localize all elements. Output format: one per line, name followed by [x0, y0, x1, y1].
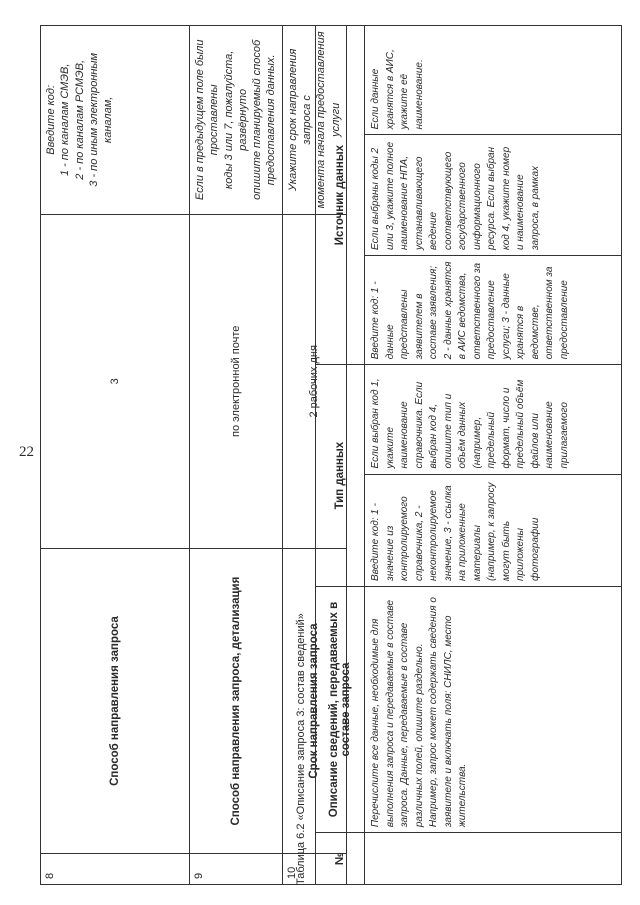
note-line: коды 3 или 7, пожалуйста, развёрнуто — [222, 50, 249, 189]
data-type-code-cell: Введите код: 1 - значение из контролируемого справочника, 2 - неконтролируемое значение, 3 - ссылка на приложенные материалы (например, к запросу могут быть приложены фотографии — [365, 474, 622, 586]
source-ais-cell: Если данные хранятся в АИС, укажите её наименование. — [365, 26, 622, 135]
source-code-cell: Введите код: 1 - данные представлены заявителем в составе заявления; 2 - данные хранятся в АИС ведомства, ответственного за предоставление услуги; 3 - данные хранятся в ведомстве, ответственном за предоставление — [365, 255, 622, 364]
table-row — [190, 26, 283, 885]
row-number: 9 — [190, 854, 283, 885]
data-type-detail-cell: Если выбран код 1, укажите наименование справочника. Если выбран код 4, опишите тип и объём данных (например, предельный формат, число и предельный объём файлов или наименование прилагаемого — [365, 365, 622, 474]
field-label: Способ направления запроса — [41, 548, 190, 853]
note-line: 1 - по каналам СМЭВ, — [59, 63, 72, 177]
field-label: Срок направления запроса — [282, 548, 346, 853]
note-line: опишите планируемый способ — [251, 39, 264, 200]
row-number: 10 — [282, 854, 346, 885]
note-line: предоставления данных. — [265, 54, 278, 186]
source-npa-cell: Если выбраны коды 2 или 3, укажите полное наименование НПА, устанавливающего ведение соответствующего государственного информационного ресурса. Если выбран код 4, укажите номер и наименование запроса, в рамках — [365, 135, 622, 256]
note-line: 3 - по иным электронным каналам, — [87, 52, 115, 187]
header-data-source: Источник данных — [316, 26, 365, 365]
table-row — [41, 26, 190, 885]
note-line: Если в предыдущем поле были проставлены — [194, 39, 221, 201]
field-value: 2 рабочих дня — [282, 214, 346, 548]
note-line: момента начала предоставления услуги — [315, 31, 342, 209]
note-line: 2 - по каналам РСМЭВ, — [73, 59, 86, 180]
request-composition-table — [315, 25, 622, 885]
field-note — [190, 26, 283, 215]
table-row — [365, 26, 622, 885]
description-cell: Перечислите все данные, необходимые для выполнения запроса и передаваемые в составе запроса. Данные, передаваемые в составе различных полей, опишите раздельно. Например, запрос может содержать сведения о заявителе и включать поля: СНИЛС, место жительства. — [365, 586, 622, 832]
row-number-empty — [365, 833, 622, 885]
table-header-row — [316, 26, 365, 885]
field-label: Способ направления запроса, детализация — [190, 548, 283, 853]
header-data-type: Тип данных — [316, 365, 365, 587]
note-line: Введите код: — [45, 84, 57, 155]
header-number: № — [316, 833, 365, 885]
field-value: по электронной почте — [190, 214, 283, 548]
field-note — [41, 26, 190, 215]
header-description: Описание сведений, передаваемых в составе запроса — [316, 586, 365, 832]
row-number: 8 — [41, 854, 190, 885]
field-value: 3 — [41, 214, 190, 548]
note-line: Укажите срок направления запроса с — [286, 48, 314, 191]
table-caption: Таблица 6.2 «Описание запроса 3: состав сведений» — [295, 613, 307, 885]
page-number: 22 — [19, 444, 34, 460]
